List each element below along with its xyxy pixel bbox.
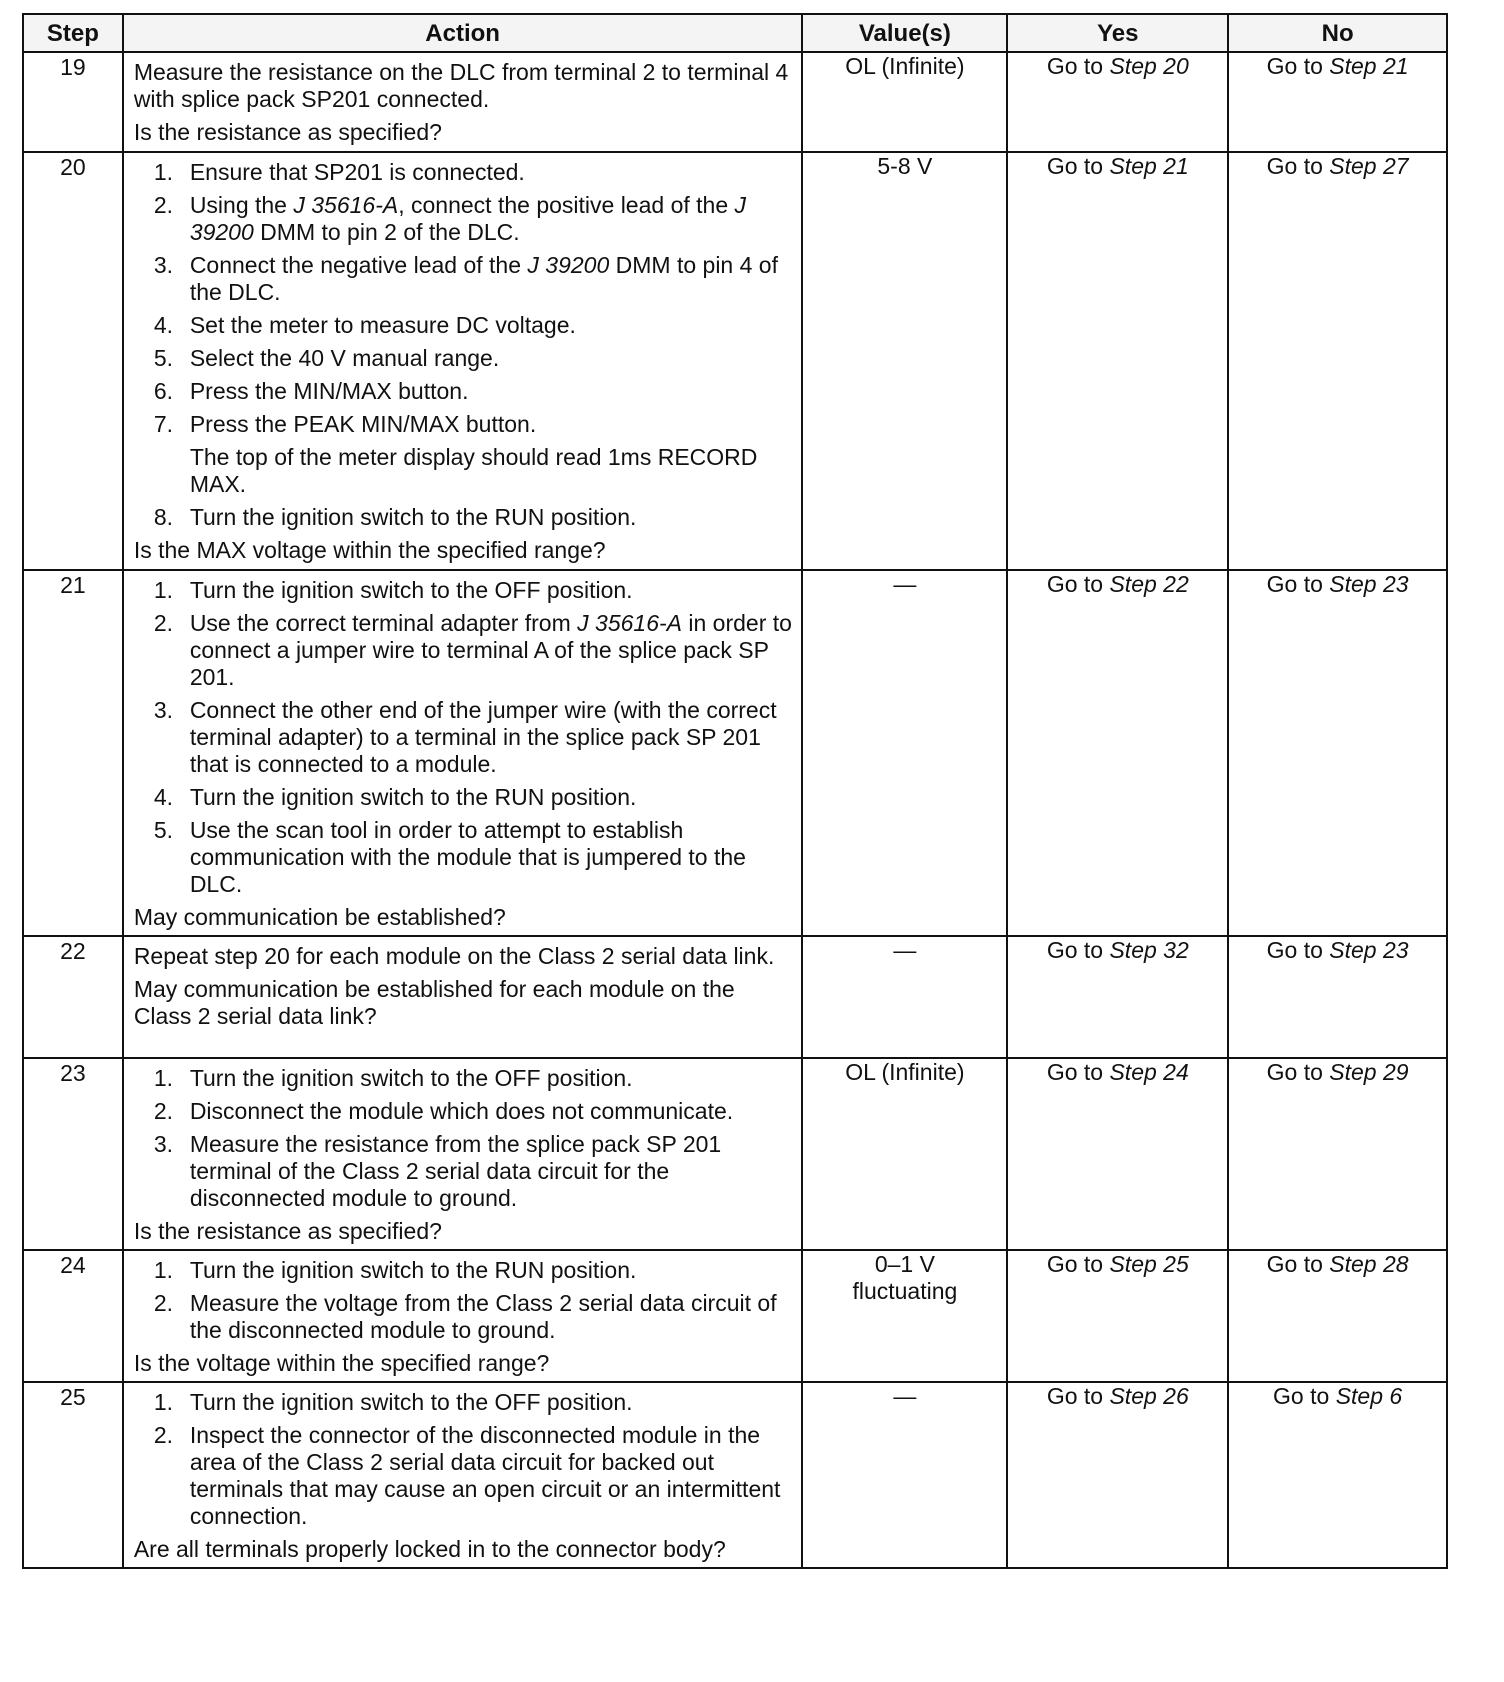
yes-step-link: Step 22 (1109, 571, 1189, 597)
header-values: Value(s) (802, 14, 1007, 52)
action-cell (123, 570, 803, 936)
go-to-label: Go to (1046, 1059, 1104, 1085)
header-action: Action (123, 14, 803, 52)
go-to-label: Go to (1046, 1251, 1104, 1277)
step-number: 23 (23, 1058, 123, 1250)
yes-step-link: Step 25 (1109, 1251, 1189, 1277)
go-to-label: Go to (1046, 937, 1104, 963)
action-cell (123, 936, 803, 1058)
table-row-step-22 (23, 936, 1447, 1058)
value-cell (802, 1250, 1007, 1382)
action-question: Is the resistance as specified? (133, 119, 442, 145)
go-to-label: Go to (1266, 1251, 1323, 1277)
go-to-label: Go to (1266, 571, 1323, 597)
yes-cell (1007, 1058, 1228, 1250)
go-to-label: Go to (1266, 1059, 1323, 1085)
step-number: 21 (23, 570, 123, 936)
go-to-label: Go to (1273, 1383, 1330, 1409)
step-number: 20 (23, 152, 123, 570)
yes-cell (1007, 152, 1228, 570)
value-cell: — (802, 1382, 1007, 1568)
go-to-label: Go to (1046, 571, 1104, 597)
value-cell: — (802, 570, 1007, 936)
list-item: 2. Inspect the connector of the disconnected module in the area of the Class 2 serial data circuit for backed out terminals that may cause an open circuit or an intermittent connection. (153, 1422, 781, 1529)
action-cell (123, 52, 803, 152)
go-to-label: Go to (1266, 937, 1323, 963)
go-to-label: Go to (1046, 153, 1104, 179)
list-item: 5. Select the 40 V manual range. (153, 345, 500, 371)
go-to-label: Go to (1266, 53, 1323, 79)
action-cell (123, 1058, 803, 1250)
header-no: No (1228, 14, 1447, 52)
step-number: 24 (23, 1250, 123, 1382)
list-item: 5. Use the scan tool in order to attempt to establish communication with the module that is jumpered to the DLC. (153, 817, 746, 897)
list-item: 2. Measure the voltage from the Class 2 serial data circuit of the disconnected module to ground. (153, 1290, 777, 1343)
action-question: May communication be established? (133, 904, 506, 930)
list-item: 1. Turn the ignition switch to the OFF position. (153, 1065, 633, 1091)
no-cell (1228, 936, 1447, 1058)
yes-cell (1007, 1250, 1228, 1382)
yes-step-link: Step 24 (1109, 1059, 1189, 1085)
go-to-label: Go to (1046, 1383, 1104, 1409)
yes-cell (1007, 936, 1228, 1058)
list-item: 7. Press the PEAK MIN/MAX button. The top of the meter display should read 1ms RECORD MAX. (134, 411, 794, 498)
action-steps-list (134, 577, 794, 898)
yes-cell (1007, 52, 1228, 152)
action-steps-list (134, 1389, 794, 1530)
action-text: Repeat step 20 for each module on the Class 2 serial data link. (133, 943, 775, 969)
list-item: 3. Connect the negative lead of the J 39200 DMM to pin 4 of the DLC. (153, 252, 778, 305)
no-step-link: Step 29 (1329, 1059, 1409, 1085)
value-cell: 5-8 V (802, 152, 1007, 570)
yes-cell (1007, 1382, 1228, 1568)
yes-step-link: Step 26 (1109, 1383, 1189, 1409)
action-cell (123, 152, 803, 570)
no-cell (1228, 570, 1447, 936)
diagnostic-table (22, 13, 1448, 1569)
header-yes: Yes (1007, 14, 1228, 52)
value-cell: OL (Infinite) (802, 52, 1007, 152)
go-to-label: Go to (1046, 53, 1104, 79)
header-step: Step (23, 14, 123, 52)
no-cell (1228, 1058, 1447, 1250)
list-item: 8. Turn the ignition switch to the RUN position. (153, 504, 637, 530)
sub-note: The top of the meter display should read 1ms RECORD MAX. (189, 444, 758, 497)
tool-reference: J 35616-A (577, 610, 682, 636)
no-step-link: Step 21 (1329, 53, 1409, 79)
table-row-step-19 (23, 52, 1447, 152)
yes-step-link: Step 21 (1109, 153, 1189, 179)
tool-reference: J 35616-A (293, 192, 399, 218)
table-row-step-23 (23, 1058, 1447, 1250)
list-item: 4. Turn the ignition switch to the RUN position. (153, 784, 637, 810)
go-to-label: Go to (1266, 153, 1323, 179)
list-item: 1. Turn the ignition switch to the OFF position. (153, 1389, 633, 1415)
list-item: 4. Set the meter to measure DC voltage. (153, 312, 576, 338)
list-item: 3. Connect the other end of the jumper wire (with the correct terminal adapter) to a terminal in the splice pack SP 201 that is connected to a module. (153, 697, 777, 777)
action-question: Is the resistance as specified? (133, 1218, 442, 1244)
tool-reference: J 39200 (189, 192, 747, 245)
value-cell: — (802, 936, 1007, 1058)
action-steps-list (134, 159, 794, 531)
header-row (23, 14, 1447, 52)
no-cell (1228, 1382, 1447, 1568)
no-cell (1228, 1250, 1447, 1382)
value-line: 0–1 V (874, 1251, 935, 1277)
no-step-link: Step 23 (1329, 571, 1409, 597)
table-row-step-20 (23, 152, 1447, 570)
action-steps-list (134, 1257, 794, 1344)
list-item: 6. Press the MIN/MAX button. (153, 378, 469, 404)
action-question: Is the voltage within the specified range? (133, 1350, 550, 1376)
table-row-step-21 (23, 570, 1447, 936)
no-step-link: Step 27 (1329, 153, 1409, 179)
tool-reference: J 39200 (527, 252, 610, 278)
table-row-step-25 (23, 1382, 1447, 1568)
action-cell (123, 1382, 803, 1568)
action-question: May communication be established for each module on the Class 2 serial data link? (133, 976, 735, 1029)
list-item: 1. Ensure that SP201 is connected. (153, 159, 525, 185)
no-step-link: Step 6 (1335, 1383, 1403, 1409)
step-number: 22 (23, 936, 123, 1058)
step-number: 19 (23, 52, 123, 152)
yes-cell (1007, 570, 1228, 936)
no-cell (1228, 152, 1447, 570)
action-cell (123, 1250, 803, 1382)
step-number: 25 (23, 1382, 123, 1568)
list-item: 2. Using the J 35616-A, connect the positive lead of the J 39200 DMM to pin 2 of the DLC. (153, 192, 747, 245)
list-item: 2. Disconnect the module which does not communicate. (153, 1098, 734, 1124)
yes-step-link: Step 32 (1109, 937, 1189, 963)
table-row-step-24 (23, 1250, 1447, 1382)
yes-step-link: Step 20 (1109, 53, 1189, 79)
no-cell (1228, 52, 1447, 152)
list-item: 1. Turn the ignition switch to the RUN position. (153, 1257, 637, 1283)
action-steps-list (134, 1065, 794, 1212)
value-cell: OL (Infinite) (802, 1058, 1007, 1250)
no-step-link: Step 23 (1329, 937, 1409, 963)
action-text: Measure the resistance on the DLC from terminal 2 to terminal 4 with splice pack SP201 connected. (133, 59, 789, 112)
action-question: Is the MAX voltage within the specified range? (133, 537, 606, 563)
list-item: 3. Measure the resistance from the splice pack SP 201 terminal of the Class 2 serial data circuit for the disconnected module to ground. (153, 1131, 722, 1211)
value-line: fluctuating (852, 1278, 958, 1304)
list-item: 2. Use the correct terminal adapter from J 35616-A in order to connect a jumper wire to terminal A of the splice pack SP 201. (153, 610, 792, 690)
list-item: 1. Turn the ignition switch to the OFF position. (153, 577, 633, 603)
no-step-link: Step 28 (1329, 1251, 1409, 1277)
action-question: Are all terminals properly locked in to the connector body? (133, 1536, 726, 1562)
